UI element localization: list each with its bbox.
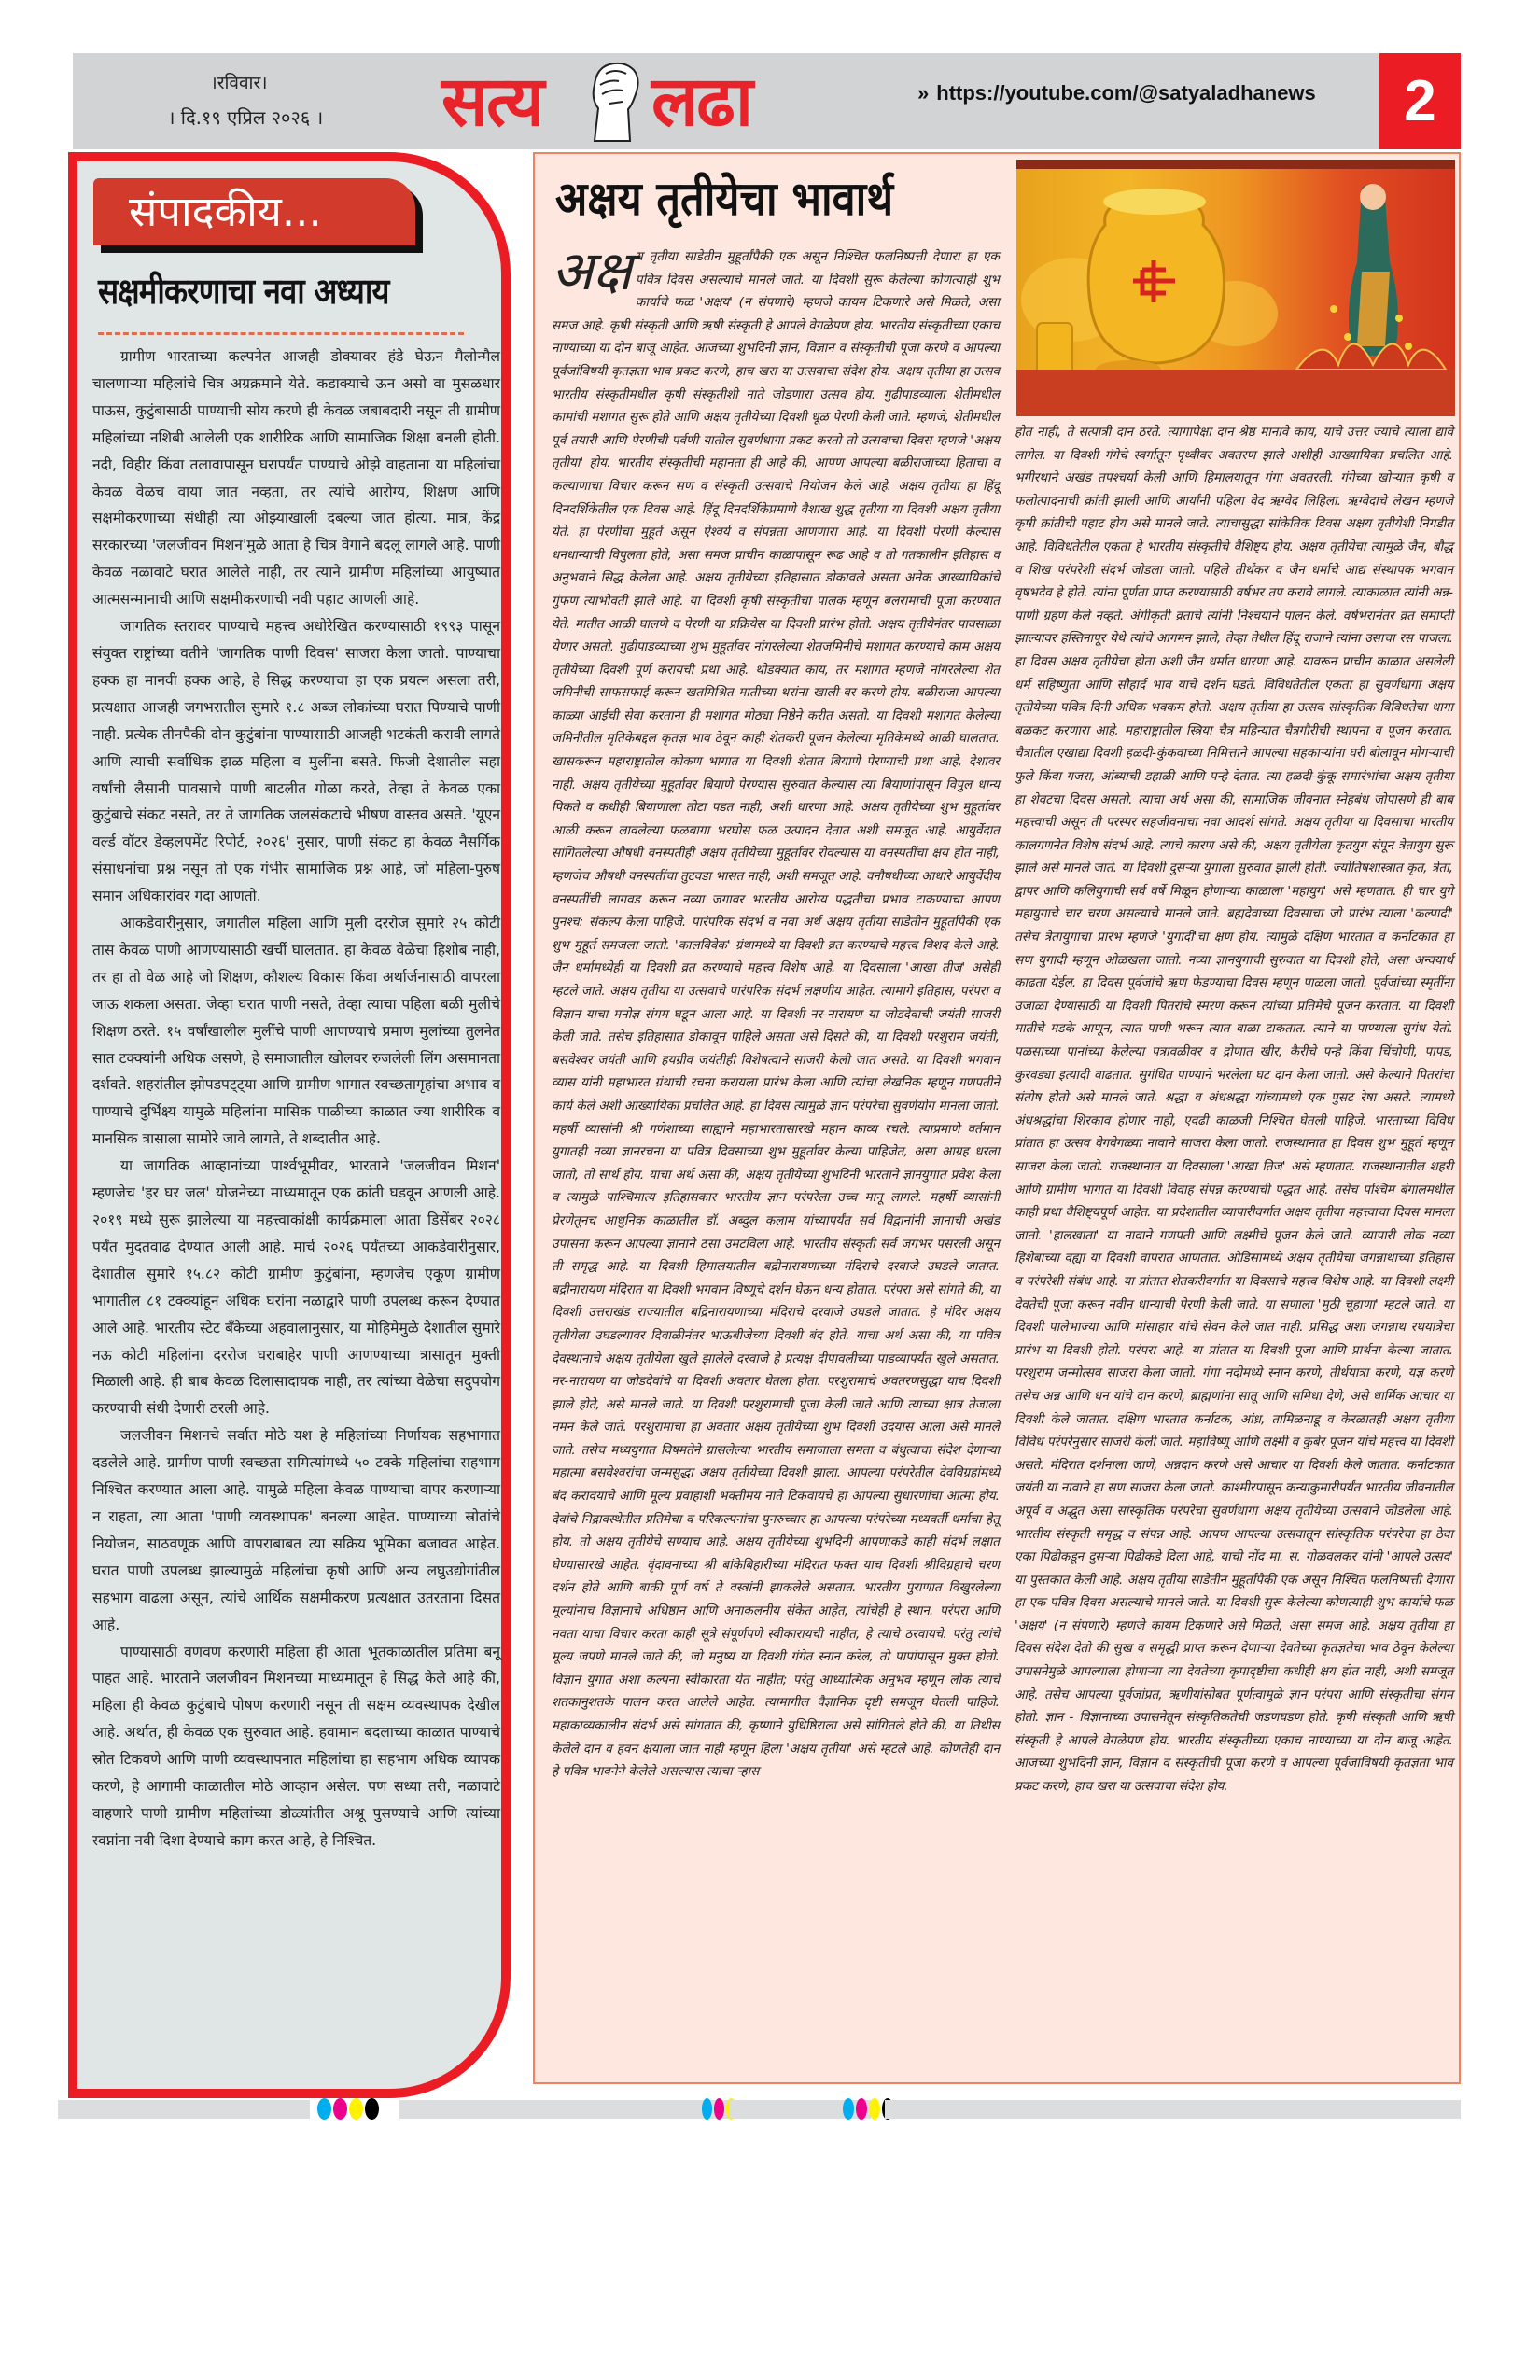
article-column-right bbox=[1015, 421, 1453, 1799]
editorial-title: सक्षमीकरणाचा नवा अध्याय bbox=[98, 271, 389, 312]
logo-word-ladha: लढा bbox=[651, 62, 751, 142]
section-badge bbox=[93, 178, 415, 245]
section-label: संपादकीय... bbox=[129, 187, 322, 236]
cyan-mark bbox=[843, 2098, 854, 2120]
issue-date: । दि.१९ एप्रिल २०२६ । bbox=[167, 106, 324, 129]
registration-marks bbox=[317, 2098, 379, 2120]
editorial-paragraph: ग्रामीण भारताच्या कल्पनेत आजही डोक्यावर हंडे घेऊन मैलोन्मैल चालणाऱ्या महिलांचे चित्र अग्रक्रमाने येते. कडाक्याचे ऊन असो वा मुसळधार पाऊस, कुटुंबासाठी पाण्याची सोय करणे ही केवळ जबाबदारी नसून ती ग्रामीण महिलांच्या नशिबी आलेली एक शारीरिक आणि सामाजिक शिक्षा बनली होती. नदी, विहीर किंवा तलावापासून घरापर्यंत पाण्याचे ओझे वाहताना या महिलांचा केवळ वेळच वाया जात नव्हता, तर त्यांचे आरोग्य, शिक्षण आणि सक्षमीकरणाच्या संधीही त्या ओझ्याखाली दबल्या जात होत्या. मात्र, केंद्र सरकारच्या 'जलजीवन मिशन'मुळे आता हे चित्र वेगाने बदलू लागले आहे. पाणी केवळ नळावाटे घरात आलेले नाही, तर त्याने ग्रामीण महिलांच्या आयुष्यात आत्मसन्मानाची आणि सक्षमीकरणाची नवी पहाट आणली आहे. bbox=[92, 348, 500, 609]
logo-word-satya: सत्य bbox=[441, 62, 543, 142]
article-text: होत नाही, ते सत्पात्री दान ठरते. त्यागापेक्षा दान श्रेष्ठ मानावे काय, याचे उत्तर ज्याचे त्याला द्यावे लागेल. या दिवशी गंगेचे स्वर्गातून पृथ्वीवर अवतरण झाले अशीही आख्यायिका प्रचलित आहे. भगीरथाने अखंड तपश्चर्या केली आणि हिमालयातून गंगा अवतरली. गंगेच्या खोऱ्यात कृषी व फलोत्पादनाची क्रांती झाली आणि आर्यांनी पहिला वेद ऋग्वेद लिहिला. ऋग्वेदाचे लेखन म्हणजे कृषी क्रांतीची पहाट होय असे मानले जाते. त्याचासुद्धा सांकेतिक दिवस अक्षय तृतीयेशी निगडीत आहे. विविधतेतील एकता हे भारतीय संस्कृतीचे वैशिष्ट्य होय. अक्षय तृतीयेचा त्यामुळे जैन, बौद्ध व शिख परंपरेशी संदर्भ जोडला जातो. पहिले तीर्थंकर व जैन धर्माचे आद्य संस्थापक भगवान वृषभदेव हे होते. त्यांना पूर्णता प्राप्त करण्यासाठी वर्षभर तप करावे लागले. त्याकाळात त्यांनी अन्न-पाणी ग्रहण केले नव्हते. अंगीकृती व्रताचे त्यांनी निश्चयाने पालन केले. वर्षभरानंतर व्रत समाप्ती झाल्यावर हस्तिनापूर येथे त्यांचे आगमन झाले, तेव्हा तेथील हिंदू राजाने त्यांना उसाचा रस पाजला. हा दिवस अक्षय तृतीयेचा होता अशी जैन धर्मात धारणा आहे. यावरून प्राचीन काळात असलेली धर्म सहिष्णुता आणि सौहार्द भाव याचे दर्शन घडते. विविधतेतील एकता हा सुवर्णधागा अक्षय तृतीयेच्या पवित्र दिनी अधिक भक्कम होतो. अक्षय तृतीया हा उत्सव सांस्कृतिक विविधतेचा धागा बळकट करणारा आहे. महाराष्ट्रातील स्त्रिया चैत्र महिन्यात चैत्रगौरीची स्थापना व पूजन करतात. चैत्रातील एखाद्या दिवशी हळदी-कुंकवाच्या निमित्ताने आपल्या सहकाऱ्यांना घरी बोलावून मोगऱ्याची फुले किंवा गजरा, आंब्याची डहाळी आणि पन्हे देतात. त्या हळदी-कुंकू समारंभांचा अक्षय तृतीया हा शेवटचा दिवस असतो. त्याचा अर्थ असा की, सामाजिक जीवनात स्नेहबंध जोपासणे ही बाब महत्त्वाची असून ती परस्पर सहजीवनाचा नवा आदर्श सांगते. अक्षय तृतीया या दिवसाचा भारतीय कालगणनेत विशेष संदर्भ आहे. त्याचे कारण असे की, अक्षय तृतीयेला कृतयुग संपून त्रेतायुग सुरू झाले असे मानले जाते. या दिवशी दुसऱ्या युगाला सुरुवात झाली होती. ज्योतिषशास्त्रात कृत, त्रेता, द्वापर आणि कलियुगाची सर्व वर्षे मिळून होणाऱ्या काळाला 'महायुग' असे म्हणतात. ही चार युगे महायुगाचे चार चरण असल्याचे मानले जाते. ब्रह्मदेवाच्या दिवसाचा जो प्रारंभ त्याला 'कल्पादी' तसेच त्रेतायुगाचा प्रारंभ म्हणजे 'युगादी'चा क्षण होय. त्यामुळे दक्षिण भारतात व कर्नाटकात हा सण युगादी म्हणून ओळखला जातो. नव्या ज्ञानयुगाची सुरुवात या दिवशी होते, असा अन्वयार्थ काढता येईल. हा दिवस पूर्वजांचे ऋण फेडण्याचा दिवस म्हणून पाळला जातो. पूर्वजांच्या स्मृतींना उजाळा देण्यासाठी या दिवशी पितरांचे स्मरण करून त्यांच्या प्रतिमेचे पूजन करतात. या दिवशी मातीचे मडके आणून, त्यात पाणी भरून त्यात वाळा टाकतात. त्याने या पाण्याला सुगंध येतो. पळसाच्या पानांच्या केलेल्या पत्रावळीवर व द्रोणात खीर, कैरीचे पन्हे किंवा चिंचोणी, पापड, कुरवड्या इत्यादी वाढतात. सुगंधित पाण्याने भरलेला घट दान केला जातो. असे केल्याने पितरांचा संतोष होतो असे मानले जाते. श्रद्धा व अंधश्रद्धा यांच्यामध्ये एक पुसट रेषा असते. त्यामध्ये अंधश्रद्धांचा शिरकाव होणार नाही, एवढी काळजी निश्चित घेतली पाहिजे. भारताच्या विविध प्रांतात हा उत्सव वेगवेगळ्या नावाने साजरा केला जातो. राजस्थानात हा दिवस शुभ मुहूर्त म्हणून साजरा केला जातो. राजस्थानात या दिवसाला 'आखा तिज' असे म्हणतात. राजस्थानातील शहरी आणि ग्रामीण भागात या दिवशी विवाह संपन्न करण्याची पद्धत आहे. तसेच पश्चिम बंगालमधील काही प्रथा वैशिष्ट्यपूर्ण आहेत. या प्रदेशातील व्यापारीवर्गात अक्षय तृतीया महत्त्वाचा दिवस मानला जातो. 'हालखाता' या नावाने गणपती आणि लक्ष्मीचे पूजन केले जाते. व्यापारी लोक नव्या हिशेबाच्या वह्या या दिवशी वापरात आणतात. ओडिसामध्ये अक्षय तृतीयेचा जगन्नाथाच्या इतिहास व परंपरेशी संबंध आहे. या प्रांतात शेतकरीवर्गात या दिवसाचे महत्त्व विशेष आहे. या दिवशी लक्ष्मी देवतेची पूजा करून नवीन धान्याची पेरणी केली जाते. या सणाला 'मुठी चूहाणा' म्हटले जाते. या दिवशी पालेभाज्या आणि मांसाहार यांचे सेवन केले जात नाही. प्रसिद्ध अशा जगन्नाथ रथयात्रेचा प्रारंभ या दिवशी होतो. परंपरा आहे. या प्रांतात या दिवशी पूजा आणि प्रार्थना केल्या जातात. परशुराम जन्मोत्सव साजरा केला जातो. गंगा नदीमध्ये स्नान करणे, तीर्थयात्रा करणे, यज्ञ करणे तसेच अन्न आणि धन यांचे दान करणे, ब्राह्मणांना सातू आणि समिधा देणे, असे धार्मिक आचार या दिवशी केले जातात. दक्षिण भारतात कर्नाटक, आंध्र, तामिळनाडू व केरळातही अक्षय तृतीया विविध परंपरेनुसार साजरी केली जाते. महाविष्णू आणि लक्ष्मी व कुबेर पूजन यांचे महत्त्व या दिवशी असते. मंदिरात दर्शनाला जाणे, अन्नदान करणे असे आचार या दिवशी केले जातात. कर्नाटकात जयंती या नावाने हा सण साजरा केला जातो. काश्मीरपासून कन्याकुमारीपर्यंत भारतीय जीवनातील अपूर्व व अद्भुत असा सांस्कृतिक परंपरेचा सुवर्णधागा अक्षय तृतीयेच्या उत्सवाने जोडलेला आहे. भारतीय संस्कृती समृद्ध व संपन्न आहे. आपण आपल्या उत्सवातून सांस्कृतिक परंपरेचा हा ठेवा एका पिढीकडून दुसऱ्या पिढीकडे दिला आहे, याची नोंद मा. स. गोळवलकर यांनी 'आपले उत्सव' या पुस्तकात केली आहे. अक्षय तृतीया साडेतीन मुहूर्तांपैकी एक असून निश्चित फलनिष्पत्ती देणारा हा एक पवित्र दिवस असल्याचे मानले जाते. या दिवशी सुरू केलेल्या कोणत्याही शुभ कार्याचे फळ 'अक्षय' (न संपणारे) म्हणजे कायम टिकणारे असे मिळते, असा समज आहे. अक्षय तृतीया हा दिवस संदेश देतो की सुख व समृद्धी प्राप्त करून देणाऱ्या देवतेच्या कृतज्ञतेचा भाव ठेवून केलेल्या उपासनेमुळे आपल्याला होणाऱ्या त्या देवतेच्या कृपादृष्टीचा कधीही क्षय होत नाही, अशी समजूत आहे. तसेच आपल्या पूर्वजांप्रत, ऋणीयांसोबत पूर्णत्वामुळे ज्ञान परंपरा आणि संस्कृतीचा संगम होतो. ज्ञान - विज्ञानाच्या उपासनेतून संस्कृतिकतेची जडणघडण होते. कृषी संस्कृती आणि ऋषी संस्कृती हे आपले वेगळेपण होय. भारतीय संस्कृतीच्या एकाच नाण्याच्या या दोन बाजू आहेत. आजच्या शुभदिनी ज्ञान, विज्ञान व संस्कृतीची पूजा करणे व आपल्या पूर्वजांविषयी कृतज्ञता भाव प्रकट करणे, हाच खरा या उत्सवाचा संदेश होय. bbox=[1015, 425, 1453, 1795]
newspaper-logo bbox=[441, 53, 796, 149]
article-column-left bbox=[552, 239, 1000, 1784]
editorial-paragraph: या जागतिक आव्हानांच्या पार्श्वभूमीवर, भारताने 'जलजीवन मिशन' म्हणजेच 'हर घर जल' योजनेच्या माध्यमातून एक क्रांती घडवून आणली आहे. २०१९ मध्ये सुरू झालेल्या या महत्त्वाकांक्षी कार्यक्रमाला आता डिसेंबर २०२८ पर्यंत मुदतवाढ देण्यात आली आहे. मार्च २०२६ पर्यंतच्या आकडेवारीनुसार, देशातील सुमारे १५.८२ कोटी ग्रामीण कुटुंबांना, म्हणजेच एकूण ग्रामीण भागातील ८१ टक्क्यांहून अधिक घरांना नळाद्वारे पाणी उपलब्ध करून देण्यात आले आहे. भारतीय स्टेट बँकेच्या अहवालानुसार, या मोहिमेमुळे देशातील सुमारे नऊ कोटी महिलांना दररोज घराबाहेर पाणी आणण्याच्या त्रासातून मुक्ती मिळाली आहे. ही बाब केवळ दिलासादायक नाही, तर त्यांच्या वेळेचा सदुपयोग करण्याची संधी देणारी ठरली आहे. bbox=[92, 1157, 500, 1418]
footer-bar bbox=[885, 2100, 1461, 2119]
magenta-mark bbox=[333, 2098, 347, 2120]
editorial-box bbox=[68, 152, 511, 2098]
feature-article bbox=[533, 152, 1461, 2084]
footer-bar bbox=[730, 2100, 837, 2119]
youtube-url[interactable]: https://youtube.com/@satyaladhanews bbox=[936, 81, 1316, 105]
magenta-mark bbox=[856, 2098, 867, 2120]
drop-cap: अक्ष bbox=[552, 239, 632, 302]
article-image bbox=[1016, 160, 1455, 416]
double-chevron-right-icon: » bbox=[917, 81, 930, 105]
black-mark bbox=[365, 2098, 379, 2120]
page-number: 2 bbox=[1379, 53, 1461, 149]
youtube-link[interactable] bbox=[917, 81, 1316, 105]
editorial-paragraph: जलजीवन मिशनचे सर्वात मोठे यश हे महिलांच्या निर्णायक सहभागात दडलेले आहे. ग्रामीण पाणी स्वच्छता समित्यांमध्ये ५० टक्के महिलांचा सहभाग निश्चित करण्यात आला आहे. यामुळे महिला केवळ पाण्याचा वापर करणाऱ्या न राहता, त्या आता 'पाणी व्यवस्थापक' बनल्या आहेत. पाण्याच्या स्रोतांचे नियोजन, साठवणूक आणि वापराबाबत त्या सक्रिय भूमिका बजावत आहेत. घरात पाणी उपलब्ध झाल्यामुळे महिलांचा कृषी आणि अन्य लघुउद्योगांतील सहभाग वाढला असून, त्यांचे आर्थिक सक्षमीकरण प्रत्यक्षात उतरताना दिसत आहे. bbox=[92, 1427, 500, 1633]
article-title: अक्षय तृतीयेचा भावार्थ bbox=[555, 172, 894, 226]
cyan-mark bbox=[317, 2098, 331, 2120]
editorial-body bbox=[92, 343, 500, 1855]
masthead bbox=[73, 53, 1461, 149]
editorial-paragraph: जागतिक स्तरावर पाण्याचे महत्त्व अधोरेखित करण्यासाठी १९९३ पासून संयुक्त राष्ट्रांच्या वतीने 'जागतिक पाणी दिवस' साजरा केला जातो. पाण्याचा हक्क हा मानवी हक्क आहे, हे सिद्ध करण्याचा हा एक प्रयत्न असला तरी, प्रत्यक्षात आजही जगभरातील सुमारे १.८ अब्ज लोकांच्या घरात पिण्याचे पाणी नाही. प्रत्येक तीनपैकी दोन कुटुंबांना पाण्यासाठी आजही भटकंती करावी लागते आणि त्याची सर्वाधिक झळ महिला व मुलींना बसते. फिजी देशातील सहा वर्षांची लैसानी पावसाचे पाणी बाटलीत गोळा करते, तेव्हा ते केवळ एका कुटुंबाचे संकट नसते, तर ते जागतिक जलसंकटाचे भीषण वास्तव असते. 'यूएन वर्ल्ड वॉटर डेव्हलपमेंट रिपोर्ट, २०२६' नुसार, पाणी संकट हा केवळ नैसर्गिक संसाधनांचा प्रश्न नसून तो एक गंभीर सामाजिक प्रश्न आहे, जो महिला-पुरुष समान अधिकारांवर गदा आणतो. bbox=[92, 618, 500, 905]
article-text: य तृतीया साडेतीन मुहूर्तांपैकी एक असून निश्चित फलनिष्पत्ती देणारा हा एक पवित्र दिवस असल्याचे मानले जाते. या दिवशी सुरू केलेल्या कोणत्याही शुभ कार्याचे फळ 'अक्षय' (न संपणारे) म्हणजे कायम टिकणारे असे मिळते, असा समज आहे. कृषी संस्कृती आणि ऋषी संस्कृती हे आपले वेगळेपण होय. भारतीय संस्कृतीच्या एकाच नाण्याच्या या दोन बाजू आहेत. आजच्या शुभदिनी ज्ञान, विज्ञान व संस्कृतीची पूजा करणे व आपल्या पूर्वजांविषयी कृतज्ञता भाव प्रकट करणे, हाच खरा या उत्सवाचा संदेश होय. अक्षय तृतीया हा उत्सव भारतीय संस्कृतीमधील कृषी संस्कृतीशी नाते जोडणारा उत्सव होय. गुढीपाडव्याला शेतीमधील कामांची मशागत सुरू होते आणि अक्षय तृतीयेच्या दिवशी धूळ पेरणी केली जाते. म्हणजे, शेतीमधील पूर्व तयारी आणि पेरणीची पर्वणी यातील सुवर्णधागा प्रकट करतो तो उत्सवाचा दिवस म्हणजे 'अक्षय तृतीया' होय. भारतीय संस्कृतीची महानता ही आहे की, आपण आपल्या बळीराजाच्या हिताचा व कल्याणाचा विचार करून सण व संस्कृती उत्सवाचे नियोजन केले आहे. अक्षय तृतीया हा हिंदू दिनदर्शिकेतील एक दिवस आहे. हिंदू दिनदर्शिकेप्रमाणे वैशाख शुद्ध तृतीया या दिवशी अक्षय तृतीया येते. हा पेरणीचा मुहूर्त असून ऐश्वर्य व संपन्नता आणणारा आहे. या दिवशी पेरणी केल्यास धनधान्याची विपुलता होते, असा समज प्राचीन काळापासून रूढ आहे व तो गतकालीन इतिहास व अनुभवाने सिद्ध केलेला आहे. अक्षय तृतीयेच्या इतिहासात डोकावले असता अनेक आख्यायिकांचे गुंफण त्याभोवती झाले आहे. या दिवशी कृषी संस्कृतीचा पालक म्हणून बलरामाची पूजा करण्यात येते. मातीत आळी घालणे व पेरणी या प्रक्रियेस या दिवशी प्रारंभ होतो. अक्षय तृतीयेनंतर पावसाळा येणार असतो. गुढीपाडव्याच्या शुभ मुहूर्तावर नांगरलेल्या शेतजमिनीचे मशागत करण्याचे काम अक्षय तृतीयेच्या दिवशी पूर्ण करायची प्रथा आहे. थोडक्यात काय, तर मशागत म्हणजे नांगरलेल्या शेत जमिनीची साफसफाई करून खतमिश्रित मातीच्या थरांना खाली-वर करणे होय. बळीराजा आपल्या काळ्या आईची सेवा करताना ही मशागत मोठ्या निष्ठेने करीत असतो. या दिवशी मशागत केलेल्या जमिनीतील मृतिकेबद्दल कृतज्ञ भाव ठेवून काही शेतकरी पूजन केलेल्या मृतिकेमध्ये आळी घालतात. खासकरून महाराष्ट्रातील कोकण भागात या दिवशी शेतात बियाणे पेरण्याची प्रथा आहे, देशावर नाही. अक्षय तृतीयेच्या मुहूर्तावर बियाणे पेरण्यास सुरुवात केल्यास त्या बियाणांपासून विपुल धान्य पिकते व कधीही बियाणाला तोटा पडत नाही, अशी धारणा आहे. अक्षय तृतीयेच्या शुभ मुहूर्तावर आळी करून लावलेल्या फळबागा भरघोस फळ उत्पादन देतात अशी समजूत आहे. आयुर्वेदात सांगितलेल्या औषधी वनस्पतीही अक्षय तृतीयेच्या मुहूर्तावर रोवल्यास या वनस्पतींचा क्षय होत नाही, म्हणजेच औषधी वनस्पतींचा तुटवडा भासत नाही, अशी समजूत आहे. वनौषधीच्या आधारे आयुर्वेदीय वनस्पतींची लागवड करून नव्या जगावर भारतीय आरोग्य पद्धतीचा प्रभाव टाकण्याचा आपण पुनश्च: संकल्प केला पाहिजे. पारंपरिक संदर्भ व नवा अर्थ अक्षय तृतीया साडेतीन मुहूर्तांपैकी एक शुभ मुहूर्त समजला जातो. 'कालविवेक' ग्रंथामध्ये या दिवशी व्रत करण्याचे महत्त्व विशद केले आहे. जैन धर्मामध्येही या दिवशी व्रत करण्याचे महत्त्व विशेष आहे. या दिवसाला 'आखा तीज' असेही म्हटले जाते. अक्षय तृतीया या उत्सवाचे पारंपरिक संदर्भ लक्षणीय आहेत. त्यामागे इतिहास, परंपरा व विज्ञान याचा मनोज्ञ संगम घडून आला आहे. या दिवशी नर-नारायण या जोडदेवाची जयंती साजरी केली जाते. तसेच इतिहासात डोकावून पाहिले असता असे दिसते की, या दिवशी परशुराम जयंती, बसवेश्वर जयंती आणि हयग्रीव जयंतीही विशेषत्वाने साजरी केली जात असते. या दिवशी भगवान व्यास यांनी महाभारत ग्रंथाची रचना करायला प्रारंभ केला आणि त्यांचा लेखनिक म्हणून गणपतीने कार्य केले अशी आख्यायिका प्रचलित आहे. हा दिवस त्यामुळे ज्ञान परंपरेचा सुवर्णयोग मानला जातो. महर्षी व्यासांनी श्री गणेशाच्या साह्याने महाभारतासारखे महान काव्य रचले. त्याप्रमाणे वर्तमान युगातही नव्या ज्ञानरचना या पवित्र दिवसाच्या शुभ मुहूर्तावर केल्या पाहिजेत, असा आग्रह धरला जातो, तो सार्थ होय. याचा अर्थ असा की, अक्षय तृतीयेच्या शुभदिनी भारताने ज्ञानयुगात प्रवेश केला व त्यामुळे पाश्चिमात्य इतिहासकार भारतीय ज्ञान परंपरेला उच्च मानू लागले. महर्षी व्यासांनी प्रेरणेतूनच आधुनिक काळातील डॉ. अब्दुल कलाम यांच्यापर्यंत सर्व विद्वानांनी ज्ञानाची अखंड उपासना करून आपल्या ज्ञानाने ठसा उमटविला आहे. भारतीय संस्कृती सर्व जगभर पसरली असून ती समृद्ध आहे. या दिवशी हिमालयातील बद्रीनारायणाच्या मंदिराचे दरवाजे उघडले जातात. बद्रीनारायण मंदिरात या दिवशी भगवान विष्णूचे दर्शन घेऊन धन्य होतात. परंपरा असे सांगते की, या दिवशी उत्तराखंड राज्यातील बद्रिनारायणाच्या मंदिराचे दरवाजे उघडले जातात. हे मंदिर अक्षय तृतीयेला उघडल्यावर दिवाळीनंतर भाऊबीजेच्या दिवशी बंद होते. याचा अर्थ असा की, या पवित्र देवस्थानाचे अक्षय तृतीयेला खुले झालेले दरवाजे हे प्रत्यक्ष दीपावलीच्या पाडव्यापर्यंत खुले असतात. नर-नारायण या जोडदेवांचे या दिवशी अवतार घेतला होता. परशुरामाचे अवतरणसुद्धा याच दिवशी झाले होते, असे मानले जाते. या दिवशी परशुरामाची पूजा केली जाते आणि त्याच्या क्षात्र तेजाला नमन केले जाते. परशुरामाचा हा अवतार अक्षय तृतीयेच्या शुभ दिवशी उदयास आला असे मानले जाते. तसेच मध्ययुगात विषमतेने ग्रासलेल्या भारतीय समाजाला समता व बंधुत्वाचा संदेश देणाऱ्या महात्मा बसवेश्वरांचा जन्मसुद्धा अक्षय तृतीयेच्या दिवशी झाला. आपल्या परंपरेतील देवविग्रहांमध्ये बंद करावयाचे आणि मूल्य प्रवाहाशी भक्तीमय नाते टिकवायचे हा आपल्या सुधारणांचा आत्मा होय. देवांचे निद्रावस्थेतील प्रतिमेचा व परिकल्पनांचा पुनरुच्चार हा आपल्या परंपरेच्या मध्यवर्ती धर्माचा हेतू होय. तो अक्षय तृतीयेचे सण्याच आहे. अक्षय तृतीयेच्या शुभदिनी आपणाकडे काही संदर्भ लक्षात घेण्यासारखे आहेत. वृंदावनाच्या श्री बांकेबिहारीच्या मंदिरात फक्त याच दिवशी श्रीविग्रहाचे चरण दर्शन होते आणि बाकी पूर्ण वर्ष ते वस्त्रांनी झाकलेले असतात. भारतीय पुराणात विखुरलेल्या मूल्यांनाच विज्ञानाचे अधिष्ठान आणि अनाकलनीय संकेत आहेत, त्यांचेही हे स्थान. परंपरा आणि नवता याचा विचार करता काही सूत्रे संपूर्णपणे स्वीकारायची नाहीत, हे त्याचे ठरवायचे. परंतु त्यांचे मूल्य जपणे मानले जाते की, जो मनुष्य या दिवशी गंगेत स्नान करेल, तो पापांपासून मुक्त होतो. विज्ञान युगात अशा कल्पना स्वीकारता येत नाहीत; परंतु आध्यात्मिक अनुभव म्हणून लोक त्याचे शतकानुशतके पालन करत आलेले आहेत. त्यामागील वैज्ञानिक दृष्टी समजून घेतली पाहिजे. महाकाव्यकालीन संदर्भ असे सांगतात की, कृष्णाने युधिष्ठिराला असे सांगितले होते की, या तिथीस केलेले दान व हवन क्षयाला जात नाही म्हणून हिला 'अक्षय तृतीया' असे म्हटले आहे. कोणतेही दान हे पवित्र भावनेने केलेले असल्यास त्याचा ऱ्हास bbox=[552, 249, 1000, 1780]
title-divider bbox=[98, 332, 464, 335]
editorial-paragraph: पाण्यासाठी वणवण करणारी महिला ही आता भूतकाळातील प्रतिमा बनू पाहत आहे. भारताने जलजीवन मिशनच्या माध्यमातून हे सिद्ध केले आहे की, महिला ही केवळ कुटुंबाचे पोषण करणारी नसून ती सक्षम व्यवस्थापक देखील आहे. अर्थात, ही केवळ एक सुरुवात आहे. हवामान बदलाच्या काळात पाण्याचे स्रोत टिकवणे आणि पाणी व्यवस्थापनात महिलांचा हा सहभाग अधिक व्यापक करणे, हे आगामी काळातील मोठे आव्हान असेल. पण सध्या तरी, नळावाटे वाहणारे पाणी ग्रामीण महिलांच्या डोळ्यांतील अश्रू पुसण्याचे आणि त्यांच्या स्वप्नांना नवी दिशा देण्याचे काम करत आहे, हे निश्चित. bbox=[92, 1643, 500, 1849]
magenta-mark bbox=[714, 2098, 724, 2120]
footer-bar bbox=[58, 2100, 310, 2119]
raised-fist-icon bbox=[581, 57, 647, 146]
yellow-mark bbox=[869, 2098, 880, 2120]
cyan-mark bbox=[702, 2098, 712, 2120]
weekday: ।रविवार। bbox=[210, 73, 268, 93]
editorial-paragraph: आकडेवारीनुसार, जगातील महिला आणि मुली दररोज सुमारे २५ कोटी तास केवळ पाणी आणण्यासाठी खर्ची घालतात. हा केवळ वेळेचा हिशोब नाही, तर हा तो वेळ आहे जो शिक्षण, कौशल्य विकास किंवा अर्थार्जनासाठी वापरला जाऊ शकला असता. जेव्हा घरात पाणी नसते, तेव्हा त्याचा पहिला बळी मुलीचे शिक्षण ठरते. १५ वर्षांखालील मुलींचे पाणी आणण्याचे प्रमाण मुलांच्या तुलनेत सात टक्क्यांनी अधिक असणे, हे समाजातील खोलवर रुजलेली लिंग असमानता दर्शवते. शहरांतील झोपडपट्ट्या आणि ग्रामीण भागात स्वच्छतागृहांचा अभाव व पाण्याचे दुर्भिक्ष्य यामुळे महिलांना मासिक पाळीच्या काळात ज्या शारीरिक व मानसिक त्रासाला सामोरे जावे लागते, ते शब्दातीत आहे. bbox=[92, 915, 500, 1148]
yellow-mark bbox=[349, 2098, 363, 2120]
